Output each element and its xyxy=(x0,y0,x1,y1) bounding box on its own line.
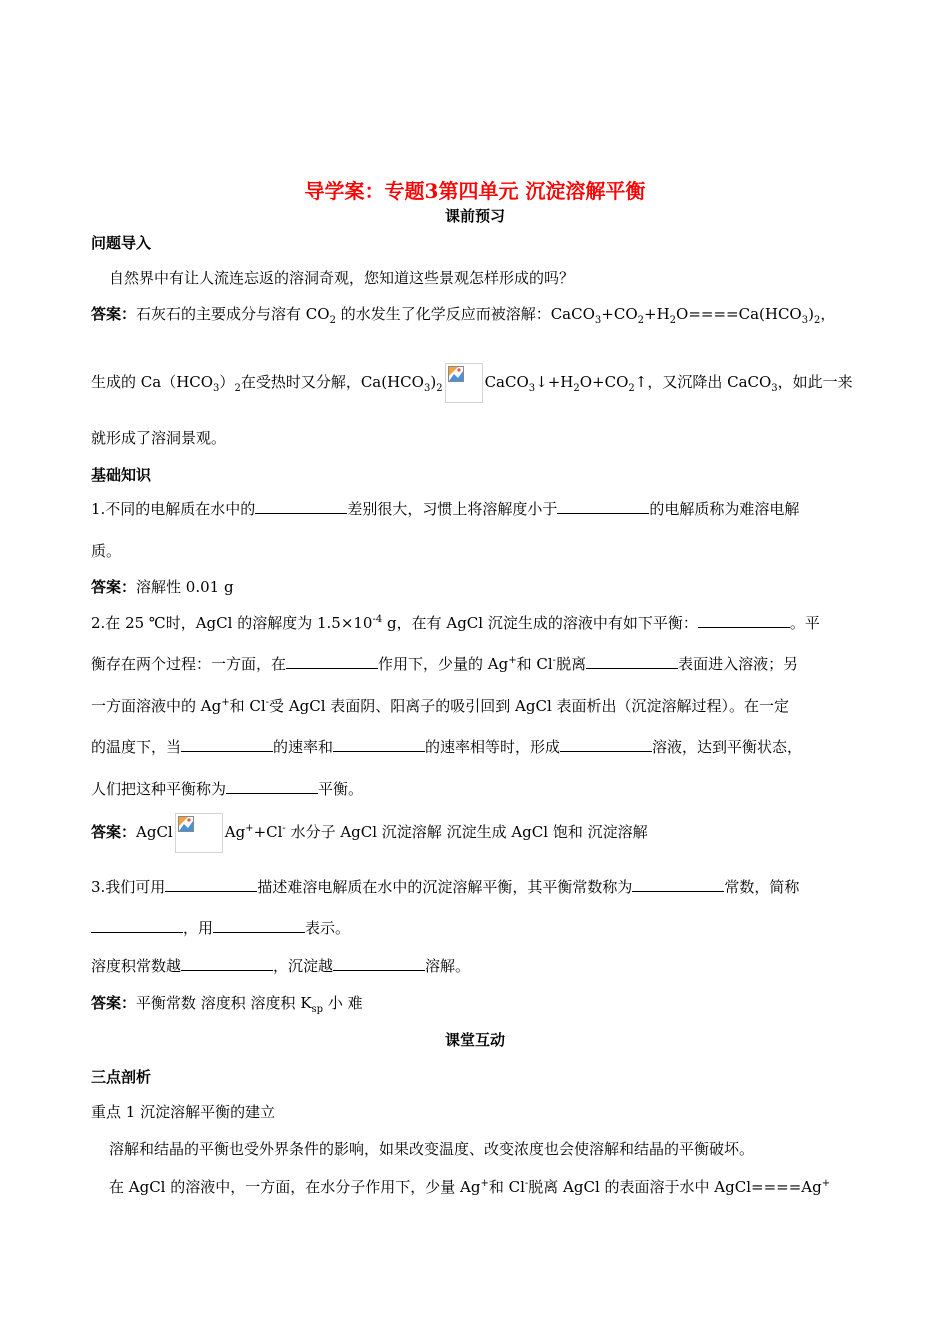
point-1-paragraph-1: 溶解和结晶的平衡也受外界条件的影响，如果改变温度、改变浓度也会使溶解和结晶的平衡破坏。 xyxy=(109,1140,755,1158)
answer-1: 答案：溶解性 0.01 g xyxy=(91,578,234,596)
broken-image-icon xyxy=(175,813,223,853)
answer-2: 答案：AgCl Ag++Cl- 水分子 AgCl 沉淀溶解 沉淀生成 AgCl 饱和 沉淀溶解 xyxy=(91,812,648,853)
document-title: 导学案：专题3第四单元 沉淀溶解平衡 xyxy=(304,179,646,203)
question-2-line1: 2.在 25 ℃时，AgCl 的溶解度为 $1.5\times 10^{-4}$ g，在有 AgCl 沉淀生成的溶液中有如下平衡： 。平 xyxy=(91,614,820,632)
fill-blank[interactable] xyxy=(255,499,347,514)
question-1-line2: 质。 xyxy=(91,542,122,560)
fill-blank[interactable] xyxy=(632,877,724,892)
fill-blank[interactable] xyxy=(91,918,183,933)
question-3-line3: 溶度积常数越 ，沉淀越 溶解。 xyxy=(91,957,471,975)
intro-answer-line3: 就形成了溶洞景观。 xyxy=(91,429,227,447)
broken-image-icon xyxy=(445,363,483,403)
fill-blank[interactable] xyxy=(557,499,649,514)
fill-blank[interactable] xyxy=(165,877,257,892)
heading-three-points: 三点剖析 xyxy=(91,1068,152,1086)
question-2-line4: 的温度下，当 的速率和 的速率相等时，形成 溶液，达到平衡状态， xyxy=(91,738,803,756)
point-1-paragraph-2: 在 AgCl 的溶液中，一方面，在水分子作用下，少量 Ag+和 Cl-脱离 AgCl 的表面溶于水中 AgCl====Ag+ xyxy=(109,1178,831,1196)
fill-blank[interactable] xyxy=(333,737,425,752)
question-3-line1: 3.我们可用 描述难溶电解质在水中的沉淀溶解平衡，其平衡常数称为 常数，简称 xyxy=(91,878,800,896)
section-heading-preview: 课前预习 xyxy=(444,207,505,225)
section-heading-interaction: 课堂互动 xyxy=(444,1031,505,1049)
fill-blank[interactable] xyxy=(181,737,273,752)
answer-3: 答案：平衡常数 溶度积 溶度积 $K_{sp}$ 小 难 xyxy=(91,994,363,1015)
intro-answer-line1: 答案：石灰石的主要成分与溶有 $CO_2$ 的水发生了化学反应而被溶解：$CaCO_3+CO_2+H_2O====Ca(HCO_3)_2$， xyxy=(91,305,836,326)
point-1-title: 重点 1 沉淀溶解平衡的建立 xyxy=(91,1103,276,1121)
question-2-line2: 衡存在两个过程：一方面，在 作用下，少量的 Ag+和 Cl-脱离 表面进入溶液；另 xyxy=(91,655,799,673)
fill-blank[interactable] xyxy=(698,613,790,628)
answer-label: 答案： xyxy=(91,305,137,323)
question-3-line2: ，用 表示。 xyxy=(91,918,350,938)
intro-answer-line2: 生成的 $Ca(HCO_3)_2$在受热时又分解，$Ca(HCO_3)_2$ $CaCO_3↓+H_2O+CO_2↑$，又沉降出 CaCO$_3$，如此一来 xyxy=(91,362,853,403)
intro-question: 自然界中有让人流连忘返的溶洞奇观，您知道这些景观怎样形成的吗？ xyxy=(109,269,575,287)
fill-blank[interactable] xyxy=(333,956,425,971)
heading-basics: 基础知识 xyxy=(91,466,152,484)
fill-blank[interactable] xyxy=(226,779,318,794)
question-2-line5: 人们把这种平衡称为 平衡。 xyxy=(91,780,364,798)
fill-blank[interactable] xyxy=(586,654,678,669)
fill-blank[interactable] xyxy=(560,737,652,752)
fill-blank[interactable] xyxy=(213,918,305,933)
fill-blank[interactable] xyxy=(181,956,273,971)
question-1-line1: 1.不同的电解质在水中的 差别很大，习惯上将溶解度小于 的电解质称为难溶电解 xyxy=(91,500,800,518)
heading-problem-intro: 问题导入 xyxy=(91,234,152,252)
fill-blank[interactable] xyxy=(286,654,378,669)
question-2-line3: 一方面溶液中的 Ag+和 Cl-受 AgCl 表面阴、阳离子的吸引回到 AgCl 表面析出（沉淀溶解过程）。在一定 xyxy=(91,697,790,715)
